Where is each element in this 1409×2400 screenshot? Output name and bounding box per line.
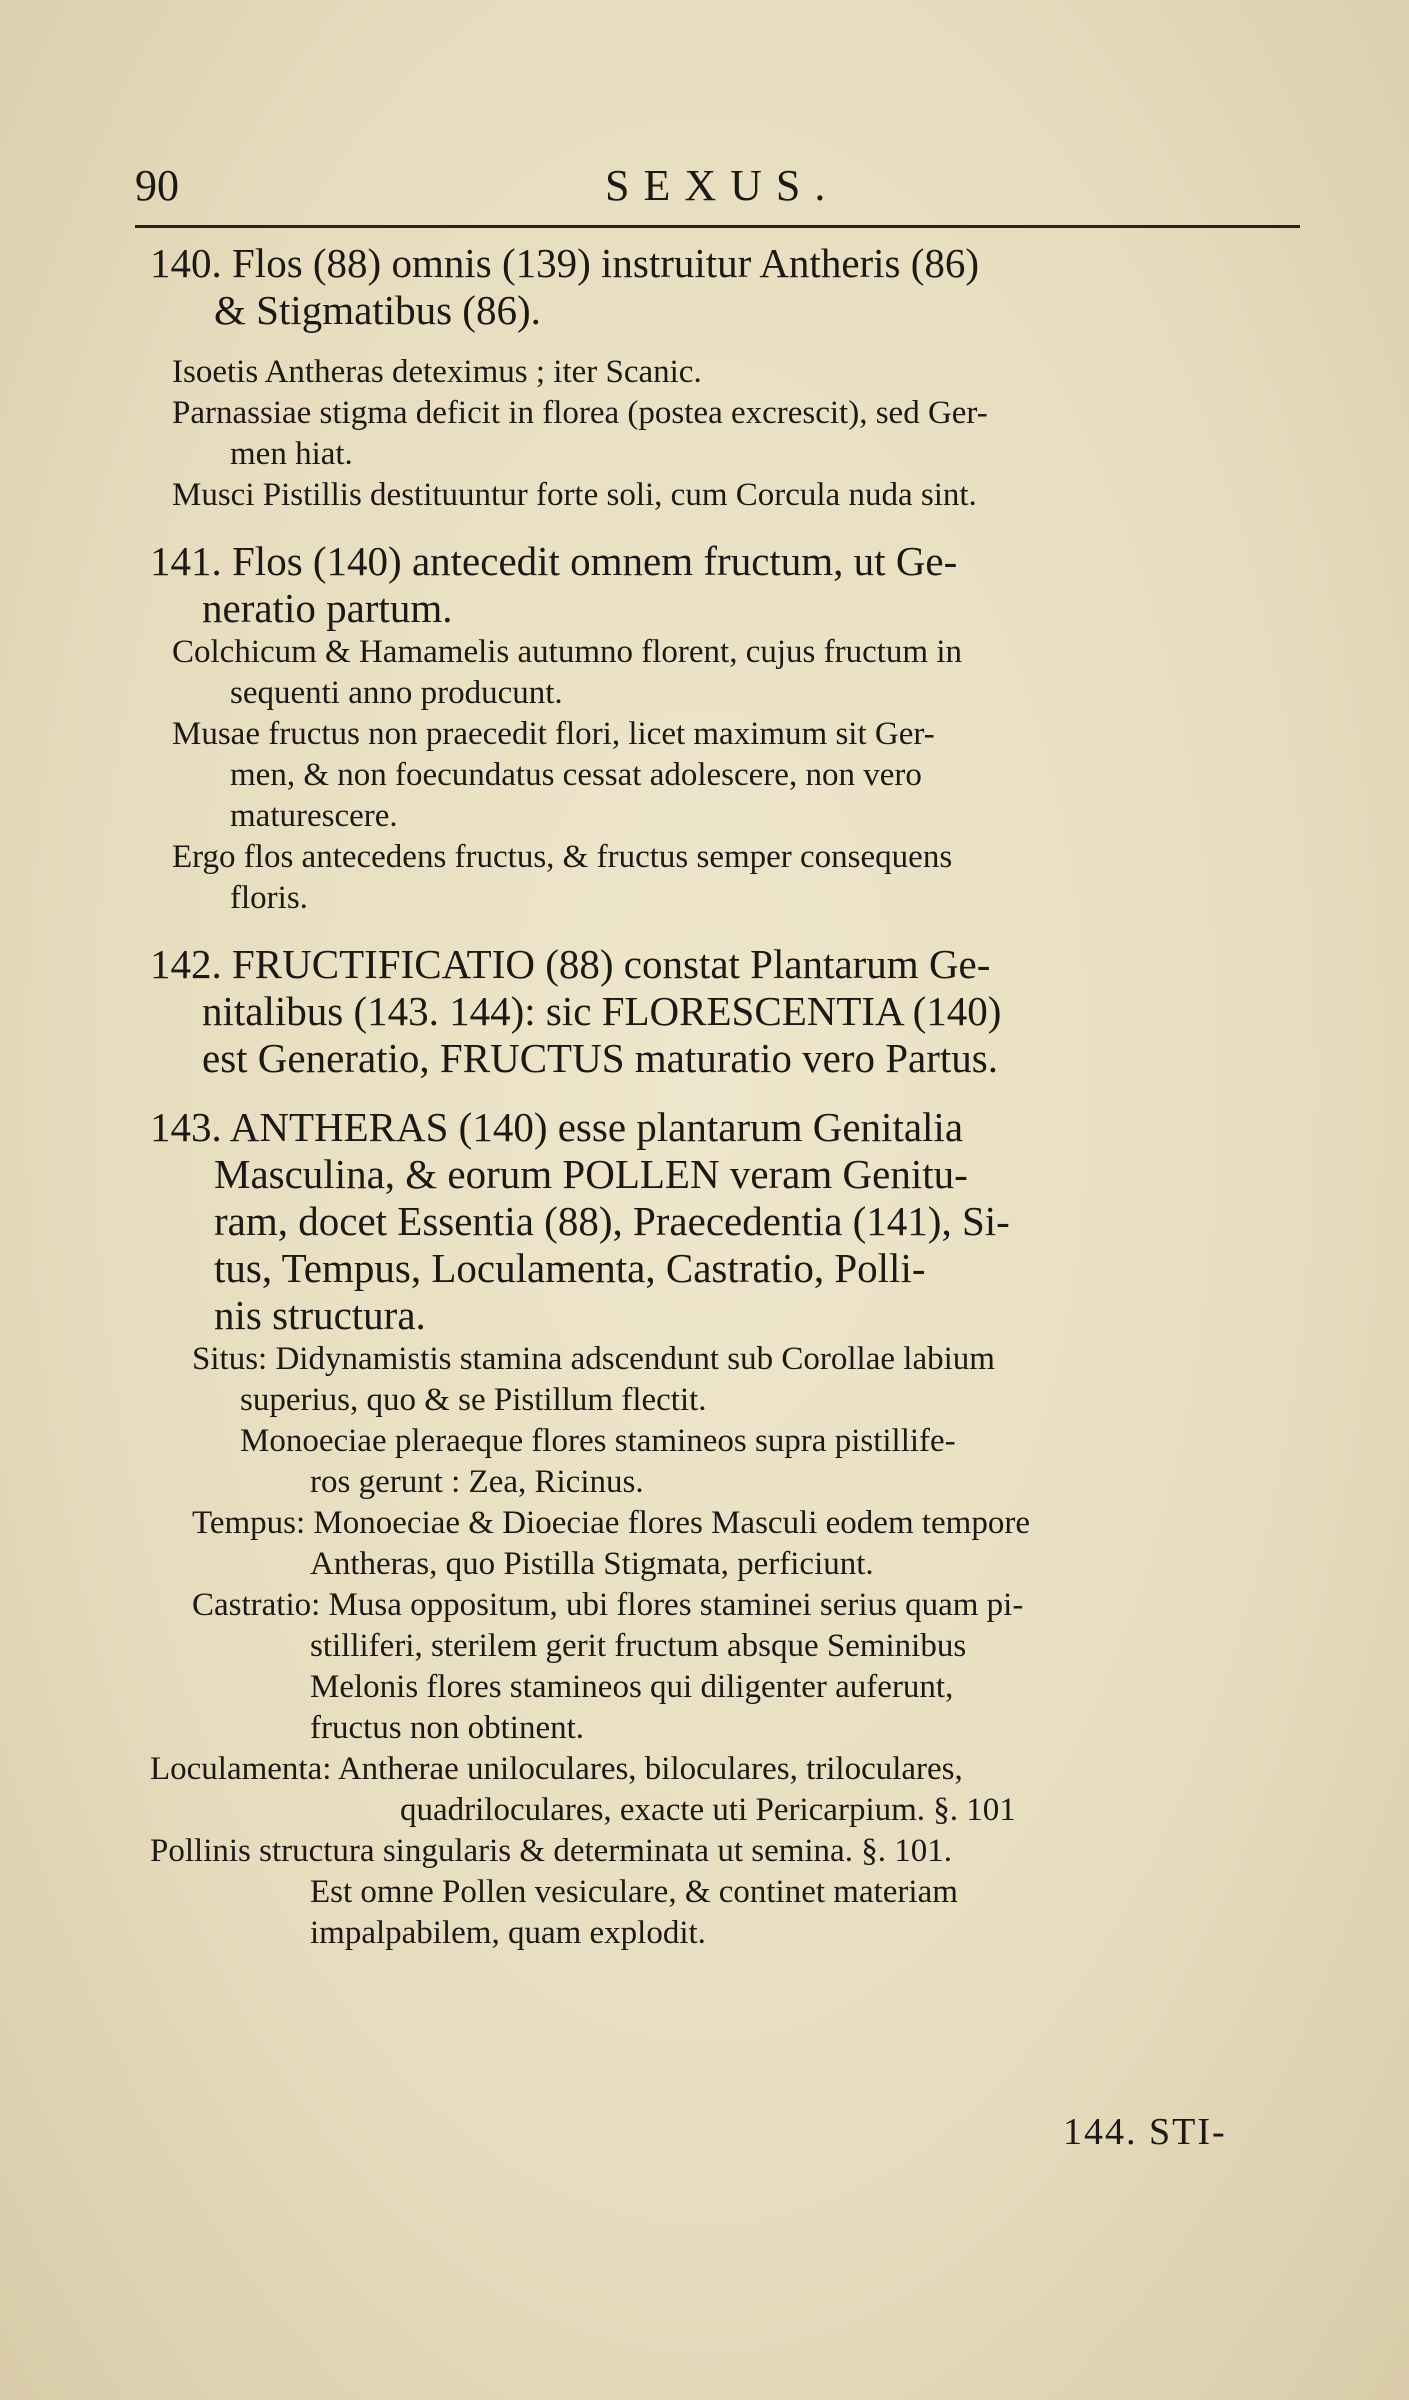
note-line: superius, quo & se Pistillum flectit. xyxy=(240,1382,707,1418)
note-line: Antheras, quo Pistilla Stigmata, perficiunt. xyxy=(310,1546,874,1582)
text-line: est Generatio, FRUCTUS maturatio vero Partus. xyxy=(202,1035,998,1081)
note-line: Monoeciae pleraeque flores stamineos supra pistillife- xyxy=(240,1423,956,1459)
note-line: Situs: Didynamistis stamina adscendunt sub Corollae labium xyxy=(192,1341,995,1377)
note-line: Musci Pistillis destituuntur forte soli, cum Corcula nuda sint. xyxy=(172,477,977,513)
note-line: maturescere. xyxy=(230,798,398,834)
note-line: men hiat. xyxy=(230,436,353,472)
text-line: nitalibus (143. 144): sic FLORESCENTIA (140) xyxy=(202,988,1002,1034)
note-line: ros gerunt : Zea, Ricinus. xyxy=(310,1464,644,1500)
text-line: Masculina, & eorum POLLEN veram Genitu- xyxy=(214,1151,968,1197)
note-line: quadriloculares, exacte uti Pericarpium. §. 101 xyxy=(400,1792,1016,1828)
note-line: Ergo flos antecedens fructus, & fructus semper consequens xyxy=(172,839,953,875)
note-line: fructus non obtinent. xyxy=(310,1710,585,1746)
text-line: 141. Flos (140) antecedit omnem fructum, ut Ge- xyxy=(150,538,958,584)
note-line: men, & non foecundatus cessat adolescere, non vero xyxy=(230,757,922,793)
note-143 xyxy=(150,1339,1310,1954)
note-line: impalpabilem, quam explodit. xyxy=(310,1915,706,1951)
text-line: ram, docet Essentia (88), Praecedentia (141), Si- xyxy=(214,1198,1010,1244)
section-141 xyxy=(150,538,1310,632)
page-body xyxy=(150,240,1310,1954)
note-line: Tempus: Monoeciae & Dioeciae flores Masculi eodem tempore xyxy=(192,1505,1030,1541)
note-line: stilliferi, sterilem gerit fructum absque Seminibus xyxy=(310,1628,967,1664)
page-header xyxy=(135,160,1300,220)
note-line: Melonis flores stamineos qui diligenter auferunt, xyxy=(310,1669,954,1705)
text-line: 143. ANTHERAS (140) esse plantarum Genitalia xyxy=(150,1104,964,1150)
text-line: 140. Flos (88) omnis (139) instruitur Antheris (86) xyxy=(150,240,980,286)
text-line: nis structura. xyxy=(214,1292,426,1338)
note-line: Castratio: Musa oppositum, ubi flores staminei serius quam pi- xyxy=(192,1587,1024,1623)
page-number: 90 xyxy=(135,161,179,210)
note-line: floris. xyxy=(230,880,308,916)
note-141 xyxy=(150,632,1310,919)
catchword: 144. STI- xyxy=(1063,2111,1227,2153)
note-140 xyxy=(150,352,1310,516)
header-rule xyxy=(135,225,1300,228)
section-142 xyxy=(150,941,1310,1082)
note-line: Colchicum & Hamamelis autumno florent, cujus fructum in xyxy=(172,634,963,670)
text-line: tus, Tempus, Loculamenta, Castratio, Polli- xyxy=(214,1245,926,1291)
text-line: & Stigmatibus (86). xyxy=(214,287,541,333)
note-line: Pollinis structura singularis & determinata ut semina. §. 101. xyxy=(150,1833,952,1869)
text-line: neratio partum. xyxy=(202,585,453,631)
section-143 xyxy=(150,1104,1310,1339)
running-head: SEXUS. xyxy=(605,161,840,210)
note-line: Isoetis Antheras deteximus ; iter Scanic. xyxy=(172,354,702,390)
text-line: 142. FRUCTIFICATIO (88) constat Plantarum Ge- xyxy=(150,941,991,987)
section-140 xyxy=(150,240,1310,334)
note-line: sequenti anno producunt. xyxy=(230,675,563,711)
note-line: Loculamenta: Antherae uniloculares, biloculares, triloculares, xyxy=(150,1751,963,1787)
note-line: Est omne Pollen vesiculare, & continet materiam xyxy=(310,1874,958,1910)
note-line: Musae fructus non praecedit flori, licet maximum sit Ger- xyxy=(172,716,935,752)
note-line: Parnassiae stigma deficit in florea (postea excrescit), sed Ger- xyxy=(172,395,988,431)
